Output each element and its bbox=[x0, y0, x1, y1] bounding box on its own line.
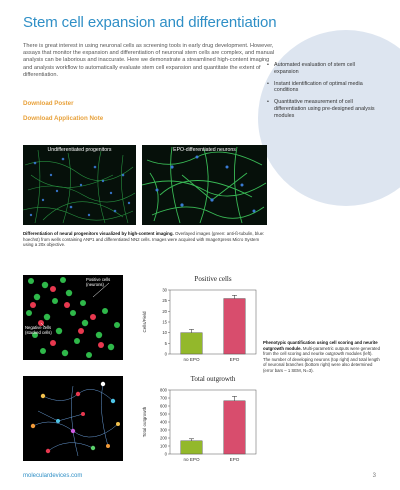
y-tick-label: 0 bbox=[164, 451, 167, 457]
y-tick-label: 15 bbox=[162, 319, 167, 325]
neurite-outgrowth-image bbox=[23, 376, 123, 461]
y-tick-label: 30 bbox=[162, 287, 167, 293]
positive-cells-chart bbox=[130, 270, 260, 368]
negative-cells-label: Negative cells (stacked cells) bbox=[25, 325, 52, 335]
cell-scoring-art bbox=[23, 275, 123, 360]
micrograph-undifferentiated-art bbox=[23, 145, 136, 225]
micrograph-caption-bold: Differentiation of neural progenitors visualized by high-content imaging. bbox=[23, 231, 174, 236]
bar bbox=[181, 441, 203, 454]
y-tick-label: 700 bbox=[160, 395, 167, 401]
y-tick-label: 500 bbox=[160, 411, 167, 417]
download-poster-link[interactable]: Download Poster bbox=[23, 100, 74, 107]
y-tick-label: 800 bbox=[160, 387, 167, 393]
y-axis-label: Cells/Field bbox=[142, 311, 147, 333]
micrograph-undifferentiated bbox=[23, 145, 136, 225]
bullet-item: • Quantitative measurement of cell differentiation using pre-designed analysis modules bbox=[267, 99, 379, 119]
y-tick-label: 100 bbox=[160, 443, 167, 449]
bar bbox=[181, 333, 203, 354]
quantification-caption bbox=[263, 340, 381, 373]
micrograph-differentiated-art bbox=[142, 145, 267, 225]
intro-paragraph: There is great interest in using neuronal cells as screening tools in early drug development. However, assays that monitor the expansion and differentiation of neuronal stem cells are complex, and manual analysis can be laborious and inaccurate. Here we demonstrate a streamlined high-content imaging and analysis workflow to automatically evaluate stem cell expansion and quantitate the extent of differentiation. bbox=[23, 43, 275, 78]
footer-url[interactable]: moleculardevices.com bbox=[23, 473, 83, 479]
bullet-item: • Automated evaluation of stem cell expansion bbox=[267, 62, 379, 76]
y-tick-label: 20 bbox=[162, 308, 167, 314]
x-tick-label: EPO bbox=[229, 457, 240, 462]
quantification-caption-text: Multi-parametric outputs were generated from the cell scoring and neurite outgrowth modules (left). The number of developing neurons (top right) and total length of neuronal branches (bottom right) were also determined (error bars – 1 SEM, N=3). bbox=[263, 345, 381, 373]
micrograph-differentiated bbox=[142, 145, 267, 225]
y-tick-label: 0 bbox=[164, 351, 167, 357]
page-title: Stem cell expansion and differentiation bbox=[23, 14, 277, 31]
micrograph-caption-text: Overlayed images (green: anti-ß-tubulin, blue: hoechst) from wells containing ANP1 and differentiated NN2 cells. Images were acquired with ImageXpress Micro System using a 20x objective. bbox=[23, 231, 265, 248]
y-tick-label: 400 bbox=[160, 419, 167, 425]
y-tick-label: 5 bbox=[164, 340, 167, 346]
y-tick-label: 200 bbox=[160, 435, 167, 441]
bar bbox=[224, 299, 246, 354]
page-number: 3 bbox=[372, 473, 376, 479]
micrograph-label: Undifferentiated progenitors bbox=[47, 147, 112, 153]
x-tick-label: no EPO bbox=[183, 457, 200, 462]
bullet-item: • Instant identification of optimal media conditions bbox=[267, 81, 379, 95]
micrograph-label: EPO-differentiated neurons bbox=[173, 147, 236, 153]
quantification-caption-bold: Phenotypic quantification using cell scoring and neurite outgrowth module. bbox=[263, 340, 378, 351]
chart-title: Positive cells bbox=[194, 275, 232, 283]
y-axis-label: Total outgrowth bbox=[142, 406, 147, 438]
y-tick-label: 300 bbox=[160, 427, 167, 433]
y-tick-label: 10 bbox=[162, 330, 167, 336]
bar bbox=[224, 401, 246, 454]
micrograph-caption bbox=[23, 231, 265, 248]
cell-scoring-image bbox=[23, 275, 123, 360]
total-outgrowth-chart bbox=[130, 370, 260, 468]
x-tick-label: no EPO bbox=[183, 357, 200, 362]
download-app-note-link[interactable]: Download Application Note bbox=[23, 115, 104, 122]
x-tick-label: EPO bbox=[229, 357, 240, 362]
chart-title: Total outgrowth bbox=[190, 375, 236, 383]
y-tick-label: 25 bbox=[162, 298, 167, 304]
feature-bullet-list bbox=[267, 62, 379, 125]
neurite-outgrowth-art bbox=[23, 376, 123, 461]
positive-cells-label: Positive cells (neurons) bbox=[86, 277, 111, 287]
y-tick-label: 600 bbox=[160, 403, 167, 409]
